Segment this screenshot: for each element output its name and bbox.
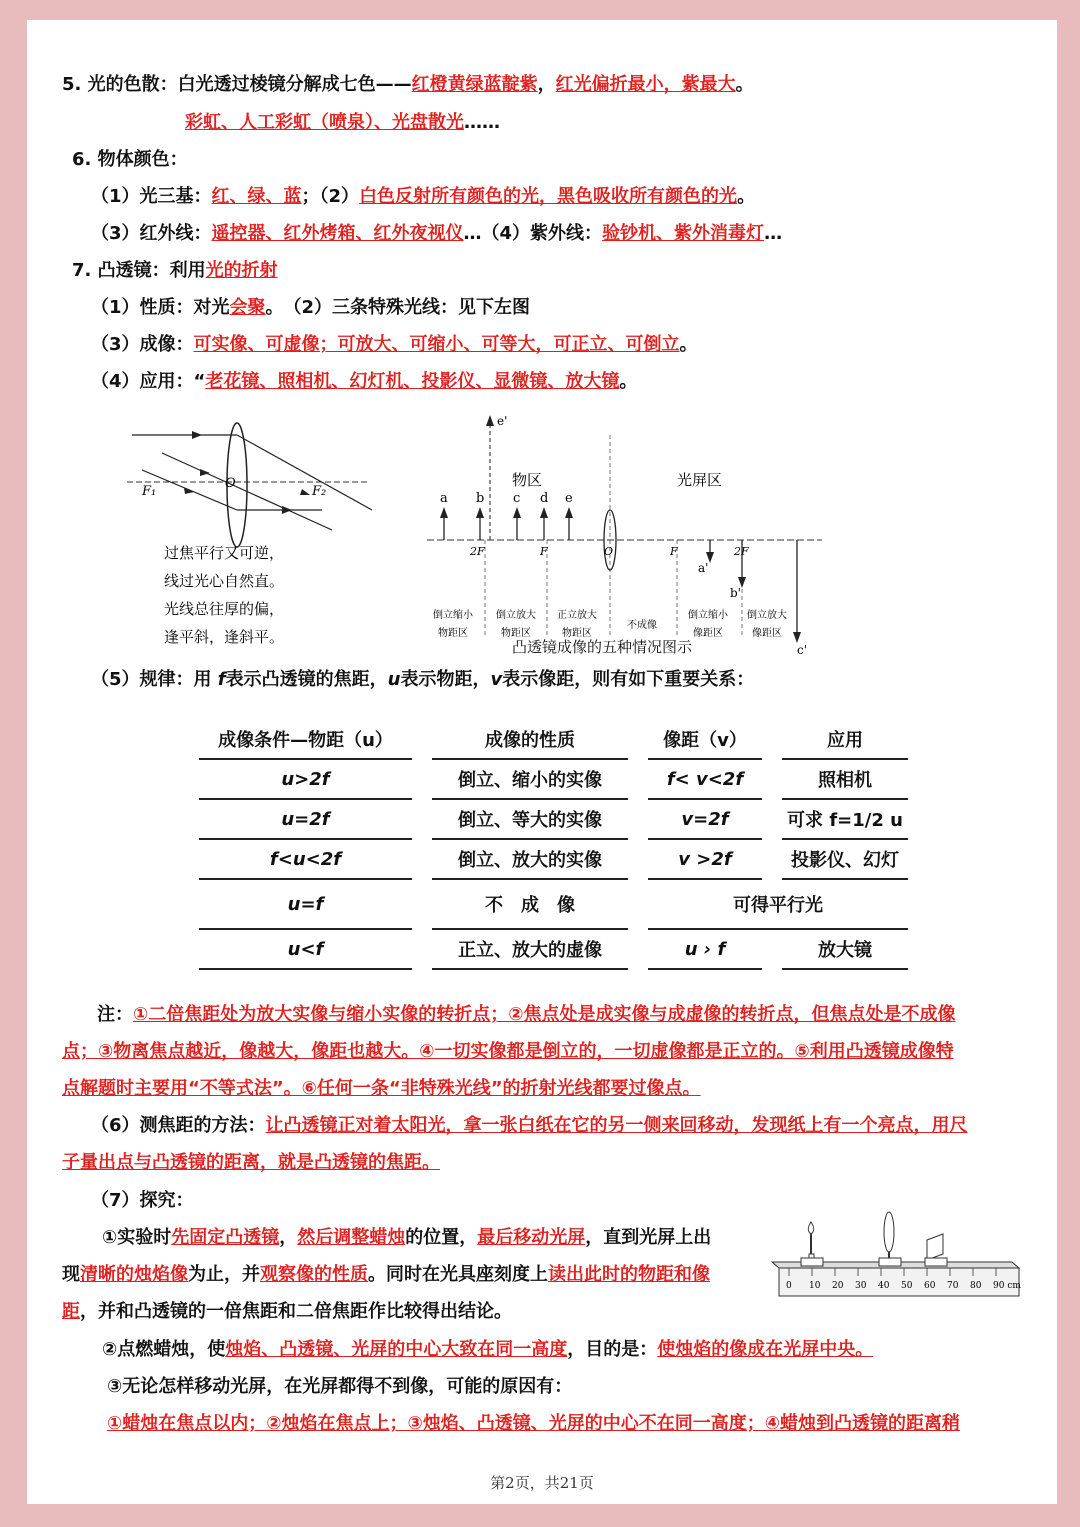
axis-mark-label: 2F <box>734 545 749 558</box>
bench-tick-label: 10 <box>809 1281 821 1291</box>
header-cell: 应用 <box>782 720 908 760</box>
table-cell: u=f <box>199 880 412 930</box>
explore-title: （7）探究： <box>91 1190 194 1211</box>
section-7-title: 7. 凸透镜：利用光的折射 <box>72 260 278 281</box>
table-cell: v=2f <box>648 800 762 840</box>
region-label: 倒立放大 <box>747 610 787 621</box>
page-footer: 第2页，共21页 <box>490 1474 594 1492</box>
region-label: 物距区 <box>501 628 531 639</box>
table-row <box>199 760 908 800</box>
region-label: 倒立缩小 <box>688 610 728 621</box>
header-cell: 像距（v） <box>648 720 762 760</box>
section-7-property: （1）性质：对光会聚。 （2）三条特殊光线：见下左图 <box>91 297 531 318</box>
explore-step-3: ③无论怎样移动光屏，在光屏都得不到像，可能的原因有： <box>107 1376 573 1397</box>
table-row <box>199 880 908 930</box>
table-cell: 倒立、放大的实像 <box>432 840 628 880</box>
object-arrow-head <box>513 507 521 518</box>
table-cell: 投影仪、幻灯 <box>782 840 908 880</box>
screen-icon <box>927 1234 943 1260</box>
bench-tick-label: 30 <box>855 1281 867 1291</box>
focus-label-f1: F₁ <box>142 484 157 499</box>
object-arrow-head <box>565 507 573 518</box>
explore-step-1: ①实验时先固定凸透镜，然后调整蜡烛的位置，最后移动光屏，直到光屏上出 <box>102 1227 712 1248</box>
bench-tick-label: 20 <box>832 1281 844 1291</box>
table-cell: u>2f <box>199 760 412 800</box>
header-cell: 成像的性质 <box>432 720 628 760</box>
table-cell: 正立、放大的虚像 <box>432 930 628 970</box>
section-7-application: （4）应用：“老花镜、照相机、幻灯机、投影仪、显微镜、放大镜。 <box>91 371 638 392</box>
lens-rules-table <box>179 720 928 970</box>
bench-tick-label: 50 <box>901 1281 913 1291</box>
poem-line: 过焦平行又可逆， <box>164 544 285 562</box>
axis-mark-label: F <box>670 545 678 558</box>
object-letter: d <box>540 491 549 506</box>
object-arrow-head <box>476 507 484 518</box>
bench-tick-label: 90 cm <box>993 1281 1021 1291</box>
table-cell: 不 成 像 <box>432 880 628 930</box>
imaging-cases-diagram <box>422 410 832 655</box>
region-label: 物距区 <box>438 628 468 639</box>
table-row <box>199 840 908 880</box>
candle-flame-icon <box>808 1222 813 1234</box>
axis-mark-label: O <box>604 545 614 558</box>
special-rays-diagram <box>122 415 392 645</box>
axis-mark-label: 2F <box>470 545 485 558</box>
poem-line: 逢平斜，逢斜平。 <box>164 628 285 645</box>
table-cell: u › f <box>648 930 762 970</box>
virtual-image-label: e' <box>497 414 508 428</box>
section-5-line: 5. 光的色散：白光透过棱镜分解成七色——红橙黄绿蓝靛紫，红光偏折最小，紫最大。 <box>62 74 754 95</box>
note-line-1: 注：①二倍焦距处为放大实像与缩小实像的转折点；②焦点处是成实像与成虚像的转折点，但焦点处是不成像 <box>97 1004 956 1025</box>
table-cell: 倒立、缩小的实像 <box>432 760 628 800</box>
object-letter: b <box>476 491 485 506</box>
optical-center-label: O <box>225 476 236 491</box>
table-cell: u=2f <box>199 800 412 840</box>
screen-zone-label: 光屏区 <box>677 471 723 489</box>
region-label: 正立放大 <box>557 610 597 621</box>
region-label: 像距区 <box>752 628 782 639</box>
focal-method-line-2: 子量出点与凸透镜的距离，就是凸透镜的焦距。 <box>62 1152 440 1173</box>
table-row <box>199 800 908 840</box>
bench-tick-label: 40 <box>878 1281 890 1291</box>
image-letter: c' <box>797 643 808 655</box>
rule-line: （5）规律：用 f表示凸透镜的焦距，u表示物距，v表示像距，则有如下重要关系： <box>91 669 755 690</box>
table-cell: f< v<2f <box>648 760 762 800</box>
bench-tick-label: 80 <box>970 1281 982 1291</box>
explore-step-1b: 现清晰的烛焰像为止，并观察像的性质。同时在光具座刻度上读出此时的物距和像 <box>62 1264 710 1285</box>
header-cell: 成像条件—物距（u） <box>199 720 412 760</box>
table-cell: 放大镜 <box>782 930 908 970</box>
section-5-examples: 彩虹、人工彩虹（喷泉）、光盘散光…… <box>185 112 500 133</box>
object-letter: c <box>513 491 521 506</box>
region-label: 物距区 <box>562 628 592 639</box>
bench-tick-label: 0 <box>786 1281 792 1291</box>
explore-step-1c: 距，并和凸透镜的一倍焦距和二倍焦距作比较得出结论。 <box>62 1301 512 1322</box>
table-cell: f<u<2f <box>199 840 412 880</box>
object-arrow-head <box>440 507 448 518</box>
table-row <box>199 930 908 970</box>
bench-tick-label: 70 <box>947 1281 959 1291</box>
section-7-imaging: （3）成像：可实像、可虚像；可放大、可缩小、可等大，可正立、可倒立。 <box>91 334 698 355</box>
table-cell: 可得平行光 <box>648 880 908 930</box>
table-cell: 可求 f=1/2 u <box>782 800 908 840</box>
imaging-caption: 凸透镜成像的五种情况图示 <box>512 638 693 656</box>
table-cell: v >2f <box>648 840 762 880</box>
explore-step-3-reasons: ①蜡烛在焦点以内；②烛焰在焦点上；③烛焰、凸透镜、光屏的中心不在同一高度；④蜡烛到凸透镜的距离稍 <box>107 1413 960 1434</box>
region-label: 不成像 <box>627 620 657 631</box>
poem-line: 光线总往厚的偏， <box>164 600 285 618</box>
bench-tick-label: 60 <box>924 1281 936 1291</box>
object-arrows <box>440 491 573 540</box>
section-6-line-2: （3）红外线：遥控器、红外烤箱、红外夜视仪…（4）紫外线：验钞机、紫外消毒灯… <box>91 223 783 244</box>
section-6-line-1: （1）光三基：红、绿、蓝；（2）白色反射所有颜色的光，黑色吸收所有颜色的光。 <box>91 186 756 207</box>
focal-method-line-1: （6）测焦距的方法：让凸透镜正对着太阳光，拿一张白纸在它的另一侧来回移动，发现纸上有一个亮点，用尺 <box>91 1115 968 1136</box>
lens-icon <box>884 1212 894 1252</box>
object-letter: a <box>440 491 448 506</box>
explore-step-2: ②点燃蜡烛，使烛焰、凸透镜、光屏的中心大致在同一高度，目的是：使烛焰的像成在光屏中央。 <box>102 1339 874 1360</box>
note-line-3: 点解题时主要用“不等式法”。⑥任何一条“非特殊光线”的折射光线都要过像点。 <box>62 1078 701 1099</box>
image-letter: a' <box>698 561 709 575</box>
table-cell: 照相机 <box>782 760 908 800</box>
table-cell: 倒立、等大的实像 <box>432 800 628 840</box>
axis-mark-label: F <box>540 545 548 558</box>
object-zone-label: 物区 <box>512 471 543 489</box>
axis-marks <box>469 545 749 558</box>
focus-label-f2: F₂ <box>312 484 327 499</box>
region-label: 倒立放大 <box>496 610 536 621</box>
region-label: 像距区 <box>693 628 723 639</box>
optical-bench-illustration <box>767 1210 1029 1305</box>
image-arrow-head <box>793 632 801 643</box>
table-cell: u<f <box>199 930 412 970</box>
section-6-title: 6. 物体颜色： <box>72 149 188 170</box>
document-page <box>27 20 1057 1504</box>
object-letter: e <box>565 491 573 506</box>
poem-line: 线过光心自然直。 <box>164 572 285 590</box>
note-line-2: 点；③物离焦点越近，像越大，像距也越大。④一切实像都是倒立的，一切虚像都是正立的。⑤利用凸透镜成像特 <box>62 1041 954 1062</box>
region-label: 倒立缩小 <box>433 610 473 621</box>
table-header-row <box>199 720 908 760</box>
image-letter: b' <box>730 586 741 600</box>
object-arrow-head <box>540 507 548 518</box>
